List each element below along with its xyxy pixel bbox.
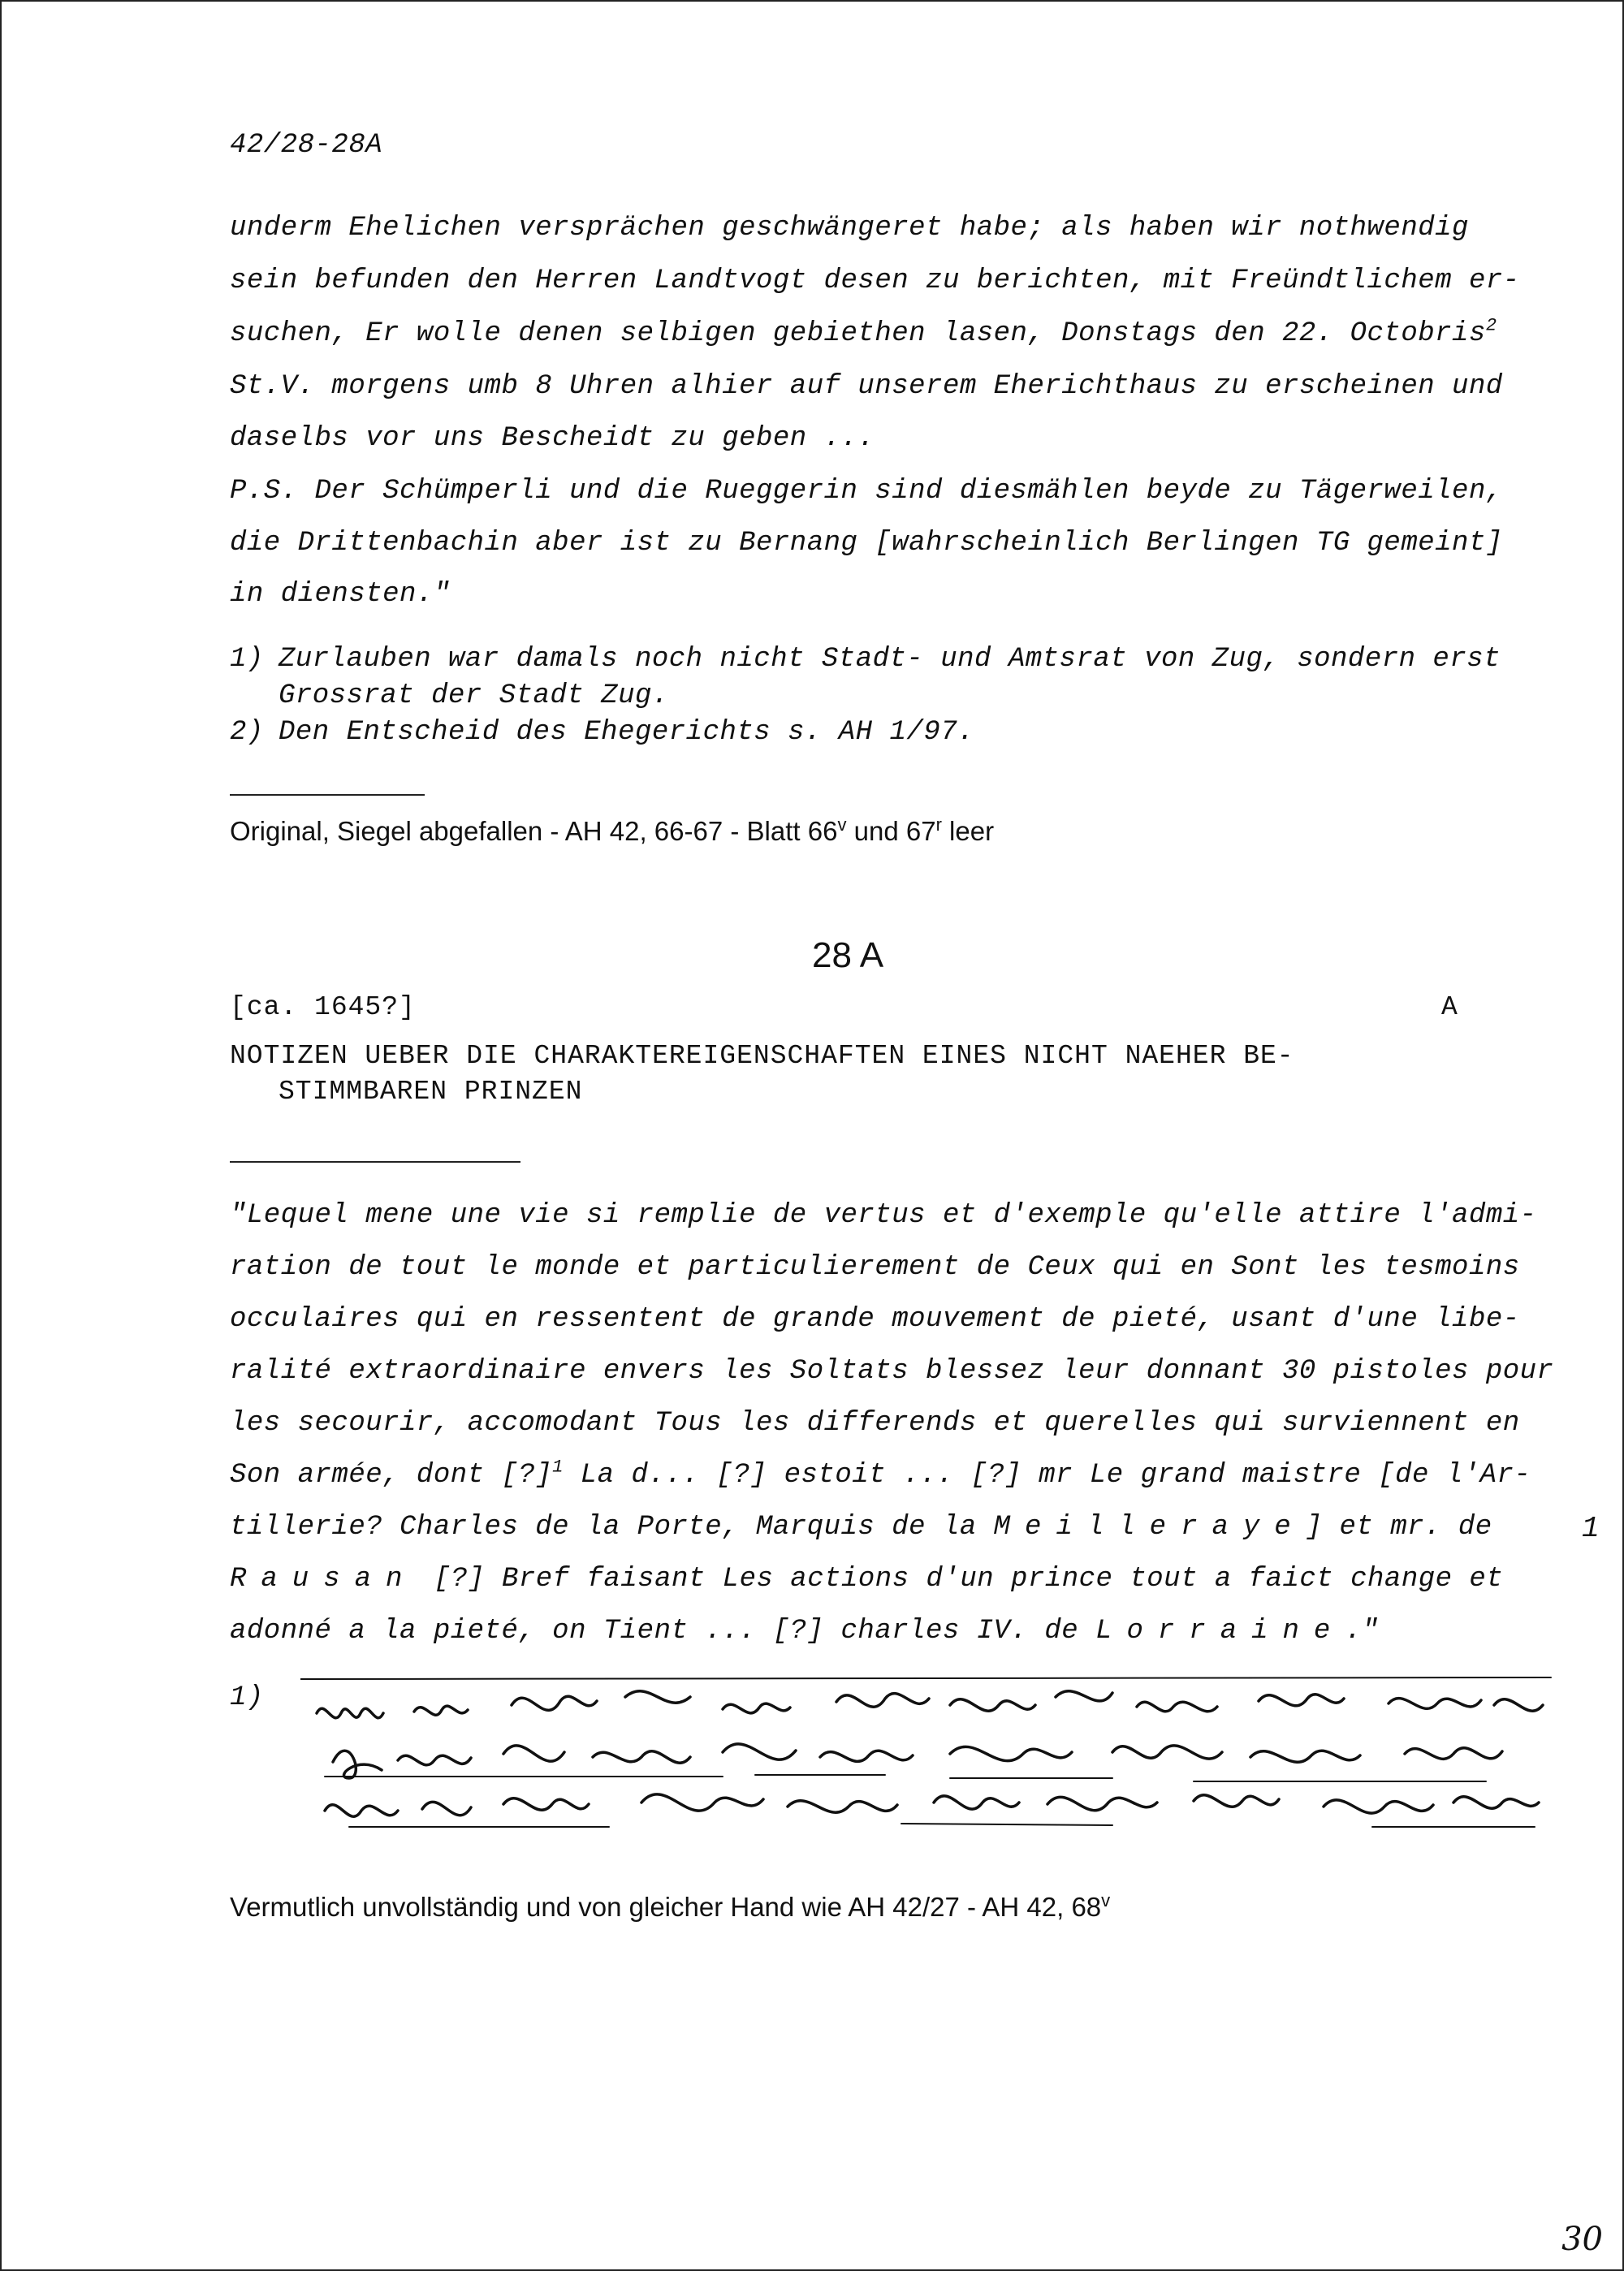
handwritten-facsimile-image — [300, 1673, 1567, 1835]
document-reference: 42/28-28A — [230, 130, 383, 161]
quote-spaced-meilleraye: Meilleraye — [993, 1512, 1306, 1543]
letter-line-8: in diensten." — [230, 579, 451, 610]
quote-line-7-b: ] et mr. de — [1305, 1512, 1492, 1543]
entry-title-line-1: NOTIZEN UEBER DIE CHARAKTEREIGENSCHAFTEN EINES NICHT NAEHER BE- — [230, 1041, 1294, 1071]
quote-line-9 — [230, 1616, 1379, 1647]
quote-line-4: ralité extraordinaire envers les Soltats blessez leur donnant 30 pistoles pour — [230, 1356, 1554, 1387]
letter-line-2: sein befunden den Herren Landtvogt desen zu berichten, mit Freündtlichem er- — [230, 266, 1520, 296]
separator-rule-2 — [230, 1161, 520, 1163]
source-note-1-end: leer — [941, 816, 995, 846]
facsimile-footnote-number: 1) — [230, 1682, 264, 1713]
footnote-mark-2: 2 — [1485, 315, 1497, 336]
letter-line-1: underm Ehelichen versprächen geschwängeret habe; als haben wir nothwendig — [230, 213, 1469, 244]
entry-title-line-2: STIMMBAREN PRINZEN — [279, 1077, 583, 1107]
footnote-1-line-1: Zurlauben war damals noch nicht Stadt- und Amtsrat von Zug, sondern erst — [279, 644, 1501, 675]
quote-line-3: occulaires qui en ressentent de grande mouvement de pieté, usant d'une libe- — [230, 1304, 1520, 1335]
letter-line-4: St.V. morgens umb 8 Uhren alhier auf unserem Eherichthaus zu erscheinen und — [230, 371, 1503, 402]
entry-number: 28 A — [812, 935, 884, 975]
source-note-1-sup-recto: r — [935, 814, 942, 835]
quote-line-7-a: tillerie? Charles de la Porte, Marquis de la — [230, 1512, 994, 1543]
footnote-1-line-2: Grossrat der Stadt Zug. — [279, 680, 669, 711]
footnote-1-number: 1) — [230, 644, 264, 675]
quote-line-9-a: adonné a la pieté, on Tient ... [?] charles IV. de — [230, 1616, 1096, 1647]
source-note-1-mid: und 67 — [846, 816, 936, 846]
source-note-2-text: Vermutlich unvollständig und von gleicher Hand wie AH 42/27 - AH 42, 68 — [230, 1892, 1102, 1922]
quote-spaced-rausan: Rausan — [230, 1564, 417, 1595]
entry-letter: A — [1441, 992, 1458, 1022]
quote-line-8-b: [?] Bref faisant Les actions d'un prince tout a faict change et — [417, 1564, 1504, 1595]
quote-line-8 — [230, 1564, 1503, 1595]
quote-line-6-b: La d... [?] estoit ... [?] mr Le grand maistre [de l'Ar- — [563, 1460, 1531, 1491]
quote-line-7 — [230, 1512, 1492, 1543]
handwriting-scribble — [300, 1673, 1567, 1835]
source-note-1-sup-verso: v — [837, 814, 847, 835]
letter-line-3 — [230, 315, 1497, 349]
entry-date: [ca. 1645?] — [230, 992, 416, 1022]
separator-rule-1 — [230, 794, 425, 796]
letter-line-3-text: suchen, Er wolle denen selbigen gebiethen lasen, Donstags den 22. Octobris — [230, 318, 1486, 349]
quote-line-1: "Lequel mene une vie si remplie de vertus et d'exemple qu'elle attire l'admi- — [230, 1200, 1537, 1231]
source-note-1-text: Original, Siegel abgefallen - AH 42, 66-67 - Blatt 66 — [230, 816, 838, 846]
quote-line-9-b: ." — [1345, 1616, 1380, 1647]
source-note-2 — [230, 1892, 1110, 1923]
footnote-2-number: 2) — [230, 717, 264, 748]
footnote-2-line-1: Den Entscheid des Ehegerichts s. AH 1/97. — [279, 717, 975, 748]
quote-line-6 — [230, 1457, 1531, 1491]
quote-line-6-a: Son armée, dont [?] — [230, 1460, 553, 1491]
letter-line-5: daselbs vor uns Bescheidt zu geben ... — [230, 423, 875, 454]
margin-mark-1: 1 — [1582, 1512, 1600, 1545]
quote-line-2: ration de tout le monde et particulierement de Ceux qui en Sont les tesmoins — [230, 1252, 1520, 1283]
letter-line-6: P.S. Der Schümperli und die Rueggerin sind diesmählen beyde zu Tägerweilen, — [230, 476, 1503, 507]
page-number: 30 — [1561, 2221, 1603, 2258]
quote-spaced-lorraine: Lorraine — [1095, 1616, 1345, 1647]
source-note-2-sup-verso: v — [1101, 1890, 1111, 1910]
quote-footnote-mark: 1 — [552, 1457, 564, 1478]
letter-line-7: die Drittenbachin aber ist zu Bernang [wahrscheinlich Berlingen TG gemeint] — [230, 528, 1503, 559]
source-note-1 — [230, 816, 994, 847]
quote-line-5: les secourir, accomodant Tous les differends et querelles qui surviennent en — [230, 1408, 1520, 1439]
